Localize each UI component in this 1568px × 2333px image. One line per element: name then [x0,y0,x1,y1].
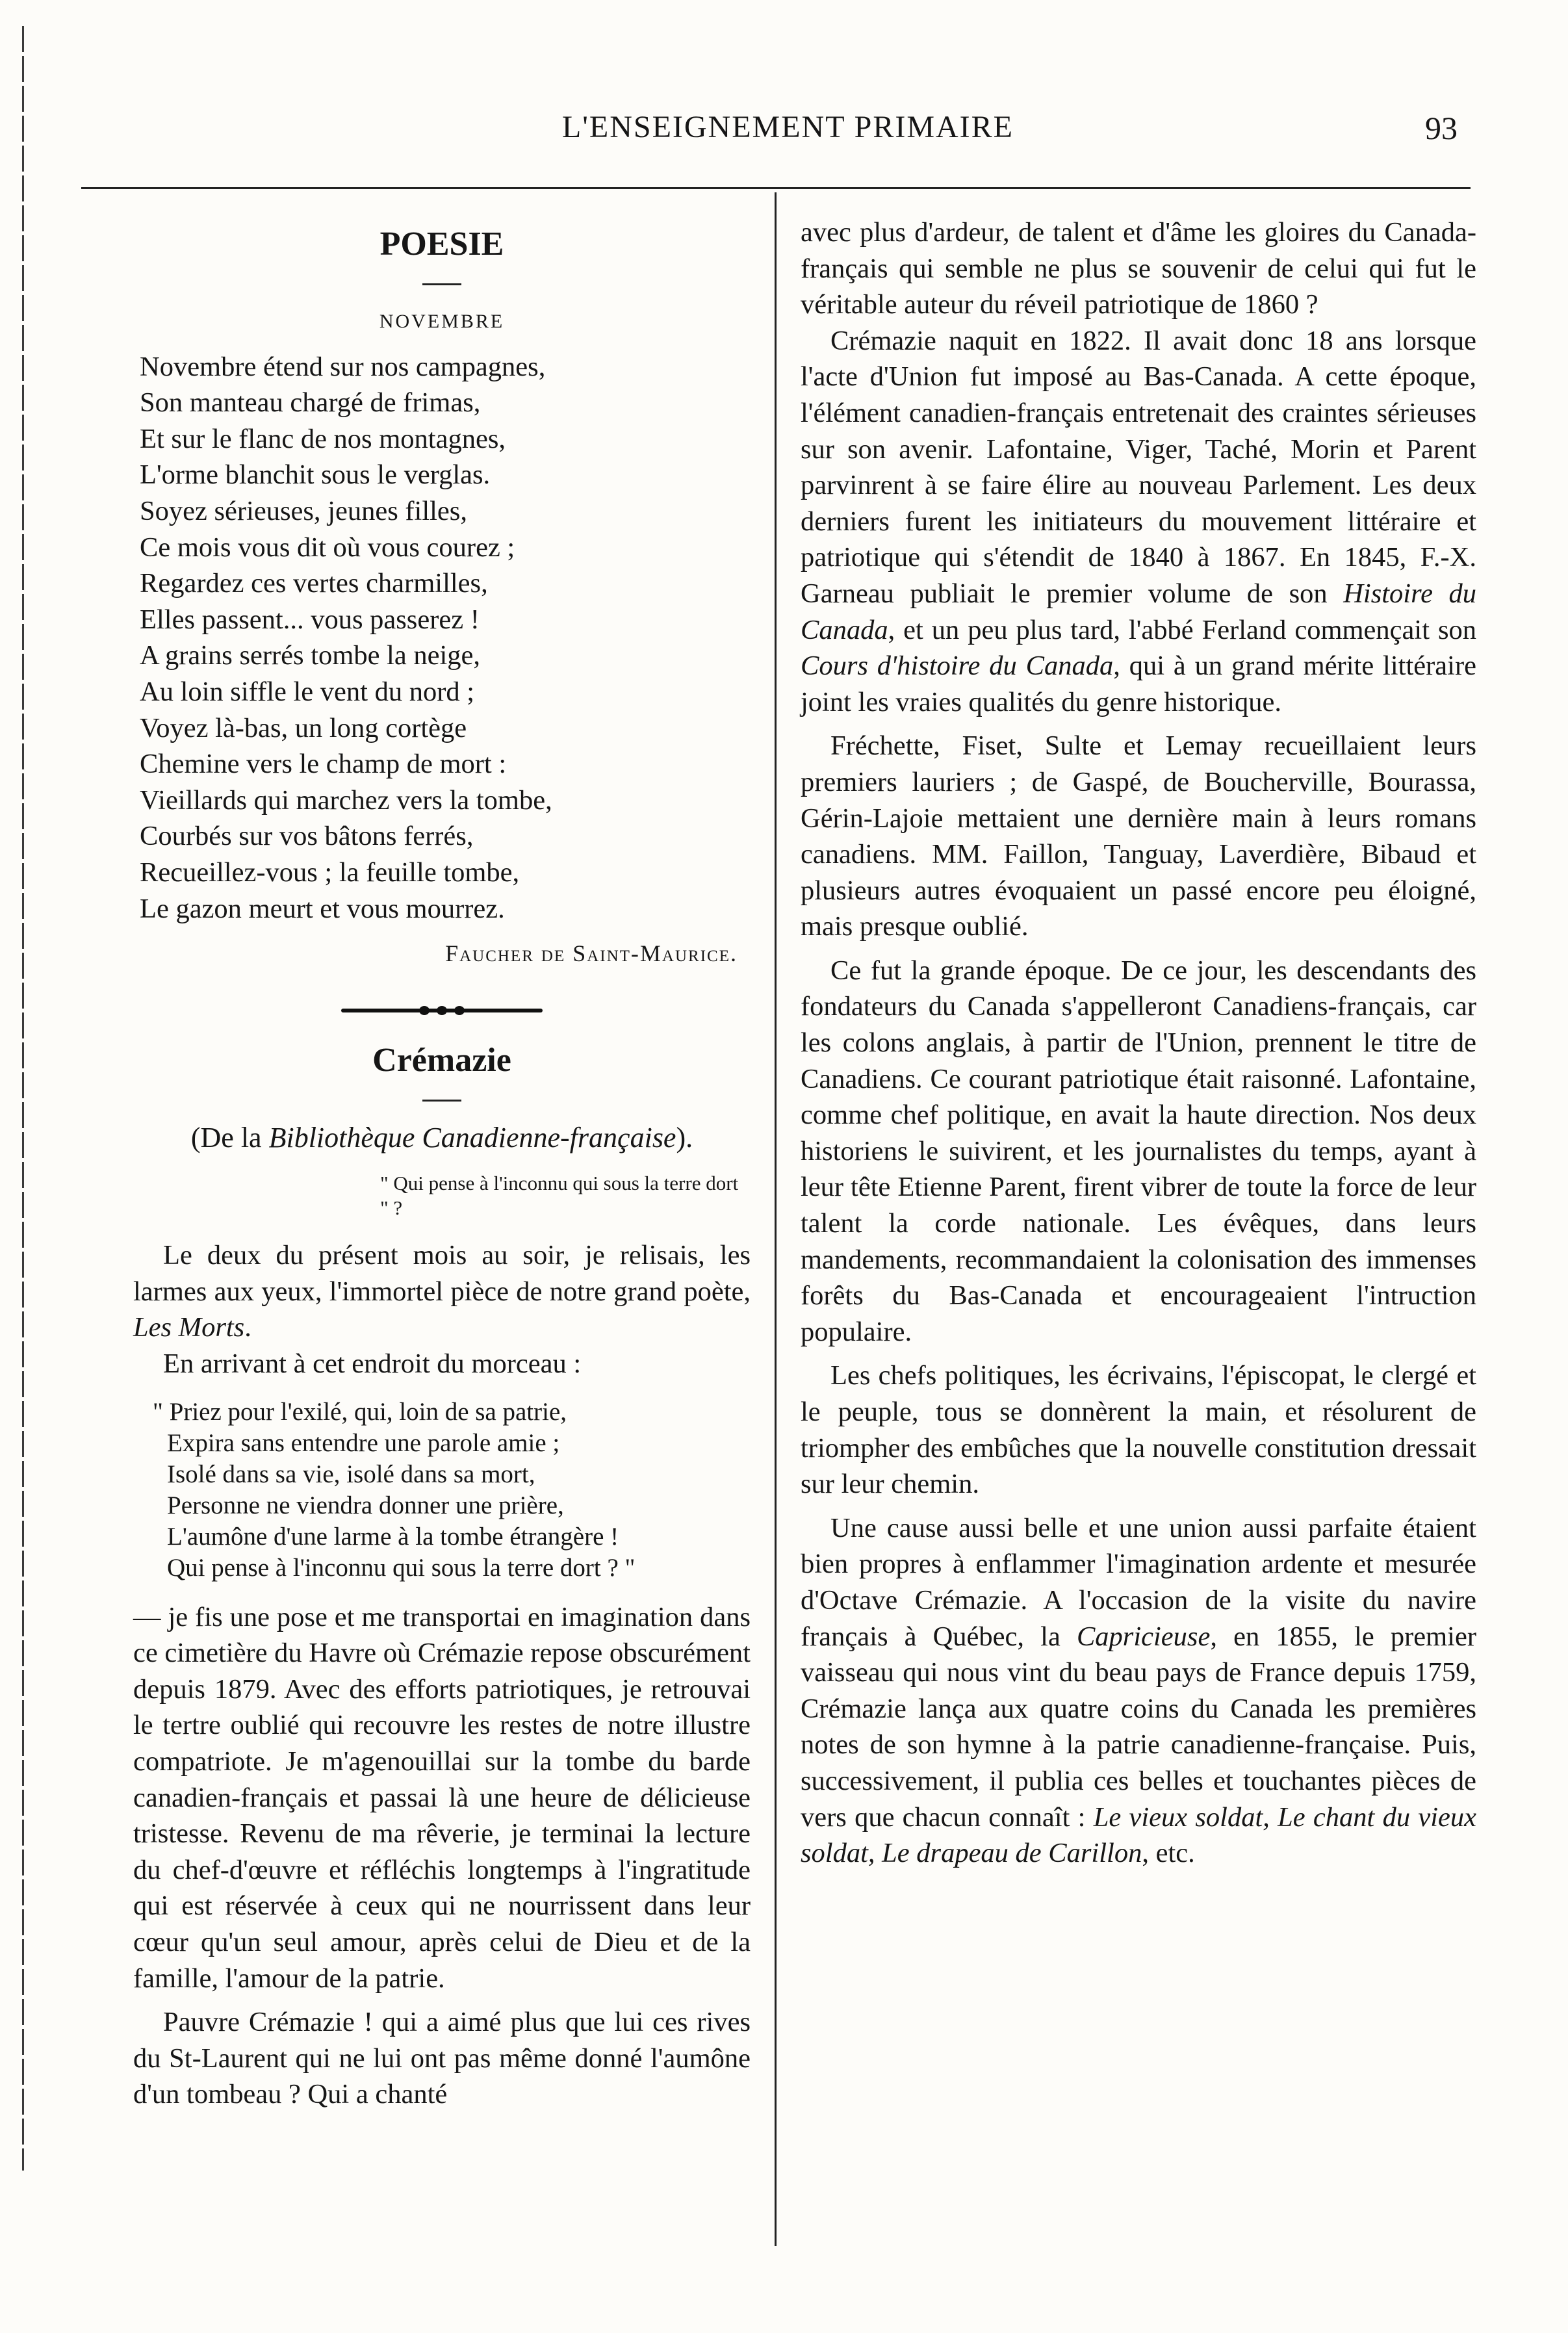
poetry-section-title: POESIE [379,226,504,263]
paragraph [133,1237,751,1346]
paragraph-text: , etc. [1142,1838,1195,1869]
poem-line: Son manteau chargé de frimas, [140,387,481,419]
poem-line: Regardez ces vertes charmilles, [140,568,488,599]
journal-title: L'ENSEIGNEMENT PRIMAIRE [561,110,1014,144]
paragraph-text: Le deux du présent mois au soir, je relisais, les larmes aux yeux, l'immortel pièce de notre grand poète, [133,1240,751,1307]
source-title: Bibliothèque Canadienne-française [268,1121,676,1154]
quote-line: Personne ne viendra donner une prière, [167,1491,564,1519]
quote-line: Expira sans entendre une parole amie ; [167,1428,560,1457]
ornament-bead [437,1006,447,1015]
paragraph-text: , qui à un grand mérite littéraire joint les vraies qualités du genre historique. [801,651,1476,717]
paragraph [801,1510,1476,1872]
epigraph: " Qui pense à l'inconnu qui sous la terre dort " ? [380,1172,739,1220]
book-title: Histoire du Canada [801,578,1477,645]
paragraph: avec plus d'ardeur, de talent et d'âme les gloires du Canada-français qui semble ne plus se souvenir de celui qui fut le véritable auteur du réveil patriotique de 1860 ? [801,217,1476,320]
paragraph-text: Crémazie naquit en 1822. Il avait donc 18 ans lorsque l'acte d'Union fut imposé au Bas-Canada. A cette époque, l'élément canadien-français entretenait des craintes sérieuses sur son avenir. Lafontaine, Viger, Taché, Morin et Parent parvinrent à se faire élire au nouveau Parlement. Les deux derniers furent les initiateurs du mouvement littéraire et patriotique qui s'étendit de 1840 à 1867. En 1845, F.-X. Garneau publiait le premier volume de son [801,325,1476,609]
paragraph-text: . [244,1312,251,1343]
poem-line: Novembre étend sur nos campagnes, [140,351,546,382]
title-dash [422,1100,461,1102]
paragraph-text: , en 1855, le premier vaisseau qui nous vint du beau pays de France depuis 1759, Crémazie lança aux quatre coins du Canada les premières notes de son hymne à la patrie canadienne-française. Puis, successivement, il publia ces belles et touchantes pièces de vers que chacun connaît : [801,1621,1477,1833]
article-title: Crémazie [372,1041,511,1079]
page-number: 93 [1425,110,1458,146]
poem-line: Elles passent... vous passerez ! [140,604,480,635]
paragraph: Pauvre Crémazie ! qui a aimé plus que lui ces rives du St-Laurent qui ne lui ont pas même donné l'aumône d'un tombeau ? Qui a chanté [133,2007,751,2110]
title-dash [422,283,461,285]
poem-title: NOVEMBRE [379,311,505,332]
poem-line: Recueillez-vous ; la feuille tombe, [140,857,520,888]
quote-line: Qui pense à l'inconnu qui sous la terre dort ? " [167,1553,636,1582]
poem-line: A grains serrés tombe la neige, [140,640,481,671]
paragraph: En arrivant à cet endroit du morceau : [163,1348,582,1380]
poem-line: Courbés sur vos bâtons ferrés, [140,821,474,852]
ornament-bead [419,1006,430,1015]
poem-verse [133,349,751,927]
quoted-verse [133,1397,751,1584]
poem-line: Et sur le flanc de nos montagnes, [140,423,506,454]
poem-line: Ce mois vous dit où vous courez ; [140,532,515,563]
paragraph-text: , et un peu plus tard, l'abbé Ferland commençait son [888,614,1476,645]
paragraph-text: Une cause aussi belle et une union aussi parfaite étaient bien propres à enflammer l'imagination ardente et mesurée d'Octave Crémazie. A l'occasion de la visite du navire français à Québec, la [801,1512,1476,1652]
ship-name: Capricieuse [1076,1621,1211,1652]
paragraph: Fréchette, Fiset, Sulte et Lemay recueillaient leurs premiers lauriers ; de Gaspé, de Boucherville, Bourassa, Gérin-Lajoie mettaient une dernière main à leurs romans canadiens. MM. Faillon, Tanguay, Laverdière, Bibaud et plusieurs autres évoquaient un passé encore peu éloigné, mais presque oublié. [801,730,1476,942]
poem-line: Chemine vers le champ de mort : [140,749,507,780]
poem-line: Soyez sérieuses, jeunes filles, [140,495,467,526]
margin-dotted-rule [22,26,24,2171]
column-divider [775,192,777,2246]
poem-line: Vieillards qui marchez vers la tombe, [140,784,552,816]
source-close: ). [676,1121,693,1154]
header-rule [81,187,1471,189]
poem-line: Au loin siffle le vent du nord ; [140,676,475,707]
source-open: (De la [190,1121,269,1154]
quote-line: Isolé dans sa vie, isolé dans sa mort, [167,1460,535,1488]
section-ornament [341,1006,543,1015]
poem-line: L'orme blanchit sous le verglas. [140,459,491,491]
running-header [0,109,1568,161]
quote-line: " Priez pour l'exilé, qui, loin de sa patrie, [153,1397,567,1426]
paragraph [801,323,1476,721]
poem-line: Voyez là-bas, un long cortège [140,712,467,743]
article-source [133,1120,751,1156]
paragraph: Ce fut la grande époque. De ce jour, les descendants des fondateurs du Canada s'appelleront Canadiens-français, car les colons anglais, à partir de l'Union, prennent le titre de Canadiens. Ce courant patriotique était raisonné. Lafontaine, comme chef politique, en avait la haute direction. Nos deux historiens le suivirent, et les journalistes du temps, ayant à leur tête Etienne Parent, firent vibrer de toute la force de leur talent la corde nationale. Les évêques, dans leurs mandements, recommandaient la colonisation des immenses forêts du Bas-Canada et encourageaient l'intruction populaire. [801,955,1476,1347]
poem-reference: Les Morts [133,1312,245,1343]
poem-author: Faucher de Saint-Maurice. [445,940,738,967]
paragraph: Les chefs politiques, les écrivains, l'épiscopat, le clergé et le peuple, tous se donnèrent la main, et résolurent de triompher des embûches que la nouvelle constitution dressait sur leur chemin. [801,1360,1476,1500]
paragraph: — je fis une pose et me transportai en imagination dans ce cimetière du Havre où Crémazie repose obscurément depuis 1879. Avec des efforts patriotiques, je retrouvai le tertre oublié qui recouvre les restes de notre illustre compatriote. Je m'agenouillai sur la tombe du barde canadien-français et passai là une heure de délicieuse tristesse. Revenu de ma rêverie, je terminai la lecture du chef-d'œuvre et réfléchis longtemps à l'ingratitude qui est réservée à ceux qui ne nourrissent dans leur cœur qu'un seul amour, après celui de Dieu et de la famille, l'amour de la patrie. [133,1601,751,1994]
poem-titles: Le vieux soldat, Le chant du vieux soldat, Le drapeau de Carillon [801,1801,1476,1869]
quote-line: L'aumône d'une larme à la tombe étrangère ! [167,1522,619,1551]
left-column [133,214,751,2113]
poem-line: Le gazon meurt et vous mourrez. [140,893,505,924]
book-title: Cours d'histoire du Canada [801,651,1114,682]
right-column [801,214,1476,1872]
ornament-bead [454,1006,465,1015]
